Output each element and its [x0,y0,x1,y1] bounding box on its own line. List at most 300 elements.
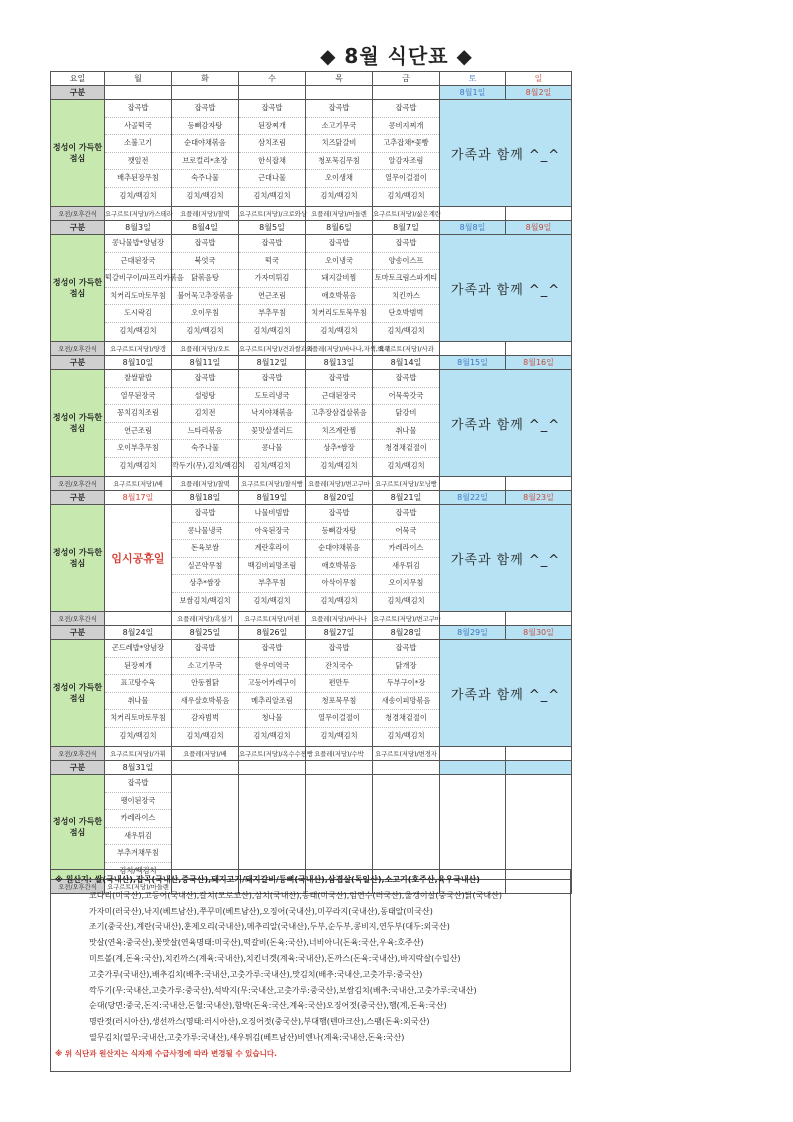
menu-item: 열무된장국 [105,388,171,406]
menu-item: 낙지야채볶음 [239,405,305,423]
snack-cell: 요구르트(저당)/변고구마 [373,612,440,626]
menu-item: 잡곡밥 [306,640,372,658]
lunch-label: 정성이 가득한 점심 [51,370,105,477]
date-cell: 8월21일 [373,491,440,505]
menu-item: 오이생채 [306,170,372,188]
day-header-row [51,72,572,86]
lunch-label: 정성이 가득한 점심 [51,100,105,207]
menu-item: 깻잎전 [105,153,171,171]
snack-cell [506,477,572,491]
origin-line: 조기(중국산),계란(국내산),훈제오리(국내산),메추리알(국내산),두부,순두부,콩비지,연두부(대두:외국산) [89,922,450,932]
date-cell: 8월31일 [105,761,172,775]
date-cell: 8월3일 [105,221,172,235]
menu-item: 오이지무침 [373,575,439,593]
day-menu [306,505,373,612]
menu-item: 김치/백김치 [253,730,291,740]
date-cell: 8월23일 [506,491,572,505]
snack-row [51,207,572,221]
holiday-cell: 임시공휴일 [105,505,172,612]
menu-item: 실곤약무침 [172,558,238,576]
menu-item: 백김비피망조림 [239,558,305,576]
snack-cell [440,477,506,491]
menu-item: 오이냉국 [306,253,372,271]
day-menu [239,505,306,612]
menu-item: 느타리볶음 [172,423,238,441]
date-cell [306,761,373,775]
menu-item: 불어묵고추장볶음 [172,288,238,306]
menu-item: 설렁탕 [172,388,238,406]
lunch-label: 정성이 가득한 점심 [51,235,105,342]
menu-item: 콩비지찌개 [373,118,439,136]
lunch-row [51,235,572,342]
origin-line: 가자미(러국산),낙지(베트남산),쭈꾸미(베트남산),오징어(국내산),미꾸라지(국내산),동태알(미국산) [89,906,433,916]
origin-line: 명란젓(러시아산),생선까스(명태:러시아산),오징어젓(중국산),부대햄(텐마크산),스팸(돈육:외국산) [89,1017,430,1027]
snack-cell: 요구르트(저당)/사과 [373,342,440,356]
week-label: 구분 [51,626,105,640]
menu-item: 잡곡밥 [373,100,439,118]
menu-item: 새우튀김 [105,828,171,846]
date-cell: 8월13일 [306,356,373,370]
menu-item: 애호박볶음 [306,558,372,576]
date-cell: 8월19일 [239,491,306,505]
date-cell [373,761,440,775]
day-menu [172,370,245,477]
menu-item: 새우살호박볶음 [172,693,238,711]
snack-cell [440,207,506,221]
menu-item: 소불고기 [105,135,171,153]
menu-item: 돈육보쌈 [172,540,238,558]
menu-item: 잡곡밥 [172,370,238,388]
snack-row [51,477,572,491]
lunch-label: 정성이 가득한 점심 [51,505,105,612]
date-cell: 8월8일 [440,221,506,235]
menu-item: 김치/백김치 [320,730,358,740]
date-cell: 8월18일 [172,491,239,505]
date-cell: 8월27일 [306,626,373,640]
family-day-cell: 가족과 함께 ^_^ [440,640,572,747]
snack-cell: 요구르트(저당)/크로와상 [239,207,306,221]
snack-cell [440,612,506,626]
page-title: ◆ 8월 식단표 ◆ [320,44,473,68]
date-cell: 8월15일 [440,356,506,370]
menu-item: 치킨까스 [373,288,439,306]
menu-item: 취나물 [373,423,439,441]
snack-cell: 요구르트(저당)/찰식빵 [239,477,306,491]
date-cell [506,761,572,775]
menu-item: 잡곡밥 [239,370,305,388]
menu-item: 한우미역국 [239,658,305,676]
date-cell: 8월16일 [506,356,572,370]
menu-item: 어묵국 [373,523,439,541]
snack-cell: 요구르트(저당)/양갱 [105,342,172,356]
menu-item: 잡곡밥 [306,505,372,523]
menu-item: 김치/백김치 [119,730,157,740]
menu-item: 북엇국 [172,253,238,271]
menu-item: 고등어카레구이 [239,675,305,693]
menu-item: 상추*쌈장 [172,575,238,593]
menu-item: 부추무침 [239,575,305,593]
menu-item: 깍두기(무),김치/백김치 [172,460,245,470]
menu-item: 김치/백김치 [387,595,425,605]
date-cell: 8월17일 [105,491,172,505]
snack-label: 오전/오후간식 [51,612,105,626]
menu-item: 치커리도마토무침 [105,288,171,306]
snack-cell: 요구르트(저당)/모닝빵 [373,477,440,491]
snack-cell: 요플레(저당)/마들렌 [306,207,373,221]
snack-cell: 요플레(저당)/찰떡 [172,477,239,491]
lunch-label: 정성이 가득한 점심 [51,775,105,880]
menu-item: 김치/백김치 [387,325,425,335]
menu-item: 콩나물냉국 [172,523,238,541]
menu-item: 단호박범벅 [373,305,439,323]
lunch-row [51,100,572,207]
snack-cell: 요구르트(저당)/머핀 [239,612,306,626]
date-cell [239,86,306,100]
day-menu [105,100,172,207]
menu-item: 토마토크림스파게티 [373,270,439,288]
menu-item: 근대나물 [239,170,305,188]
snack-label: 오전/오후간식 [51,477,105,491]
menu-item: 표고탕수육 [105,675,171,693]
snack-cell [440,342,506,356]
menu-item: 고추장삼겹살볶음 [306,405,372,423]
menu-item: 잡곡밥 [239,640,305,658]
lunch-row [51,505,572,612]
snack-cell [506,612,572,626]
snack-cell [506,747,572,761]
snack-cell: 요플레(저당)/흑설기 [172,612,239,626]
menu-item: 김치/백김치 [119,325,157,335]
menu-item: 김치/백김치 [253,325,291,335]
date-cell: 8월30일 [506,626,572,640]
snack-label: 오전/오후간식 [51,207,105,221]
menu-item: 치커리토마토무침 [105,710,171,728]
snack-cell: 요플레(저당)/찰떡 [172,207,239,221]
snack-cell: 요플레(저당)/수박 [306,747,373,761]
day-name: 일 [506,72,572,86]
snack-cell: 요구르트(저당)/옥수수찐빵 [239,747,306,761]
family-day-cell: 가족과 함께 ^_^ [440,235,572,342]
menu-item: 잡곡밥 [306,370,372,388]
day-header-label: 요일 [51,72,105,86]
menu-item: 도토리냉국 [239,388,305,406]
menu-item: 소고기무국 [172,658,238,676]
week-label: 구분 [51,491,105,505]
menu-item: 한식잡채 [239,153,305,171]
menu-item: 나물비빔밥 [239,505,305,523]
day-menu [373,100,440,207]
menu-item: 김치/백김치 [186,190,224,200]
day-menu [306,775,373,880]
origin-line: 고춧가루(국내산),배추김치(배추:국내산,고춧가루:국내산),맛김치(배추:국내산,고춧가루:중국산) [89,969,423,979]
menu-item: 된장찌개 [239,118,305,136]
week-label: 구분 [51,221,105,235]
day-menu [373,640,440,747]
menu-item: 김치/백김치 [119,190,157,200]
date-cell: 8월6일 [306,221,373,235]
menu-item: 닭볶음탕 [172,270,238,288]
menu-item: 숙주나물 [172,440,238,458]
week-label: 구분 [51,761,105,775]
menu-item: 연근조림 [105,423,171,441]
menu-item: 새송이피망볶음 [373,693,439,711]
menu-item: 부추겨채무침 [105,845,171,863]
menu-item: 연근조림 [239,288,305,306]
menu-item: 어묵쑥갓국 [373,388,439,406]
menu-item: 소고기무국 [306,118,372,136]
menu-item: 닭개장 [373,658,439,676]
snack-cell: 요플레(저당)/오트 [172,342,239,356]
date-cell: 8월20일 [306,491,373,505]
menu-item: 김치/백김치 [253,460,291,470]
menu-item: 배추된장무침 [105,170,171,188]
snack-cell [105,612,172,626]
snack-cell: 요구르트(저당)/마들렌 [105,880,172,894]
week-label: 구분 [51,356,105,370]
menu-item: 청포묵김무침 [306,153,372,171]
day-menu [306,235,373,342]
snack-row [51,342,572,356]
snack-cell [506,207,572,221]
snack-cell: 요플레(저당)/변고구마 [306,477,373,491]
menu-item: 김치/백김치 [119,865,157,875]
menu-item: 잡곡밥 [239,235,305,253]
menu-item: 김치/백김치 [320,325,358,335]
day-menu [306,370,373,477]
family-day-cell: 가족과 함께 ^_^ [440,370,572,477]
menu-item: 오이무침 [172,305,238,323]
day-menu [172,775,239,880]
menu-item: 김치/백김치 [387,460,425,470]
snack-cell: 요구르트(저당)/가휘 [105,747,172,761]
date-cell: 8월11일 [172,356,239,370]
menu-item: 김치/백김치 [253,190,291,200]
meal-plan-table [50,71,572,894]
snack-label: 오전/오후간식 [51,747,105,761]
menu-item: 김치/백김치 [119,460,157,470]
menu-item: 잔치국수 [306,658,372,676]
menu-item: 양송이스프 [373,253,439,271]
menu-item: 김치전 [172,405,238,423]
menu-item: 부추무침 [239,305,305,323]
menu-item: 순대야채볶음 [172,135,238,153]
date-cell: 8월10일 [105,356,172,370]
lunch-row [51,370,572,477]
snack-cell: 요구르트(저당)/카스테라 [105,207,172,221]
date-cell [306,86,373,100]
menu-item: 청포묵무침 [306,693,372,711]
day-name: 금 [373,72,440,86]
menu-item: 꽁치김치조림 [105,405,171,423]
menu-item: 편만두 [306,675,372,693]
menu-item: 잡곡밥 [306,235,372,253]
date-cell: 8월29일 [440,626,506,640]
menu-item: 가자미튀김 [239,270,305,288]
date-cell: 8월22일 [440,491,506,505]
snack-row [51,612,572,626]
menu-item: 잡곡밥 [373,505,439,523]
date-cell: 8월7일 [373,221,440,235]
menu-item: 잡곡밥 [172,505,238,523]
menu-item: 숙주나물 [172,170,238,188]
week-date-row [51,356,572,370]
day-menu [239,235,306,342]
day-name: 토 [440,72,506,86]
date-cell: 8월12일 [239,356,306,370]
menu-item: 오이부추무침 [105,440,171,458]
snack-cell: 요구르트(저당)/견과쌀과자 [239,342,306,356]
menu-item: 잡곡밥 [306,100,372,118]
origin-line: 맛살(연육:중국산),꽃맛살(연육명태:미국산),떡갈비(돈육:국산),너비아니(돈육:국산,우육:호주산) [89,938,424,948]
menu-item: 김치/백김치 [186,325,224,335]
menu-item: 아삭이무침 [306,575,372,593]
menu-item: 보쌈김치/백김치 [179,595,231,605]
date-cell: 8월1일 [440,86,506,100]
family-day-cell: 가족과 함께 ^_^ [440,100,572,207]
menu-item: 삼치조림 [239,135,305,153]
menu-item: 콩나물밥*양념장 [105,235,171,253]
date-cell: 8월9일 [506,221,572,235]
day-menu [105,370,172,477]
menu-item: 된장찌개 [105,658,171,676]
day-menu [105,235,184,342]
day-menu [172,100,239,207]
lunch-row [51,775,572,880]
menu-item: 꽃맛살샐러드 [239,423,305,441]
origin-line: 미트볼(계,돈육:국산),치킨까스(계육:국내산),치킨너겟(계육:국내산),돈까스(돈육:국내산),바지락살(수입산) [89,953,461,963]
date-cell: 8월28일 [373,626,440,640]
week-date-row [51,491,572,505]
day-menu [172,505,239,612]
menu-item: 카레라이스 [373,540,439,558]
snack-cell: 요플레(저당)/바나나 [306,612,373,626]
menu-item: 브로컬리*초장 [172,153,238,171]
menu-item: 치즈계란찜 [306,423,372,441]
menu-item: 김치/백김치 [320,460,358,470]
menu-item: 김치/백김치 [387,190,425,200]
menu-item: 고추잡채*꽃빵 [373,135,439,153]
week-date-row [51,221,572,235]
menu-item: 잡곡밥 [172,100,238,118]
menu-item: 순대야채볶음 [306,540,372,558]
menu-item: 열무이걸절이 [373,170,439,188]
origin-line: 열무김치(열무:국내산,고춧가루:국내산),새우튀김(베트남산)비엔나(계육:국내산,돈육:국산) [89,1032,405,1042]
menu-item: 김치/백김치 [320,595,358,605]
menu-item: 카레라이스 [105,810,171,828]
date-cell: 8월4일 [172,221,239,235]
snack-cell: 요구르트(저당)/삶은계란 [373,207,440,221]
day-menu [239,100,306,207]
date-cell: 8월14일 [373,356,440,370]
menu-item: 김치/백김치 [253,595,291,605]
date-cell: 8월2일 [506,86,572,100]
menu-item: 잡곡밥 [373,370,439,388]
menu-item: 김치/백김치 [387,730,425,740]
menu-item: 김치/백김치 [186,730,224,740]
menu-item: 치커리도토묵무침 [306,305,372,323]
menu-item: 잡곡밥 [373,640,439,658]
week-date-row [51,626,572,640]
snack-label: 오전/오후간식 [51,880,105,894]
change-notice: ※ 위 식단과 원산지는 식자재 수급사정에 따라 변경될 수 있습니다. [55,1048,278,1058]
day-menu [373,505,440,612]
date-cell: 8월5일 [239,221,306,235]
menu-item: 잡곡밥 [373,235,439,253]
menu-item: 알감자조림 [373,153,439,171]
menu-item: 아욱된장국 [239,523,305,541]
date-cell [105,86,172,100]
date-cell [172,86,239,100]
menu-item: 청나물 [239,710,305,728]
date-cell [239,761,306,775]
menu-item: 닭강비 [373,405,439,423]
menu-item: 취나물 [105,693,171,711]
menu-item: 돼지갈비찜 [306,270,372,288]
menu-item: 근대된장국 [105,253,171,271]
origin-line: 순대(당면:중국,돈지:국내산,돈혈:국내산),함박(돈육:국산,계육:국산)오징어젓(중국산),햄(계,돈육:국산) [89,1001,447,1011]
menu-item: 청경채겉절이 [373,440,439,458]
family-day-cell: 가족과 함께 ^_^ [440,505,572,612]
origin-notice [50,869,571,1072]
menu-item: 콩나물 [239,440,305,458]
week-label: 구분 [51,86,105,100]
snack-label: 오전/오후간식 [51,342,105,356]
week-date-row [51,761,572,775]
day-menu [105,640,172,747]
menu-item: 계란후라이 [239,540,305,558]
snack-row [51,747,572,761]
menu-item: 근대된장국 [306,388,372,406]
menu-item: 청경채겉절이 [373,710,439,728]
date-cell: 8월25일 [172,626,239,640]
menu-item: 열무이걸절이 [306,710,372,728]
day-name: 수 [239,72,306,86]
menu-item: 팽이된장국 [105,793,171,811]
menu-item: 감자범벅 [172,710,238,728]
lunch-row [51,640,572,747]
day-name: 목 [306,72,373,86]
menu-item: 도시락김 [105,305,171,323]
empty-cell [440,775,506,880]
day-name: 화 [172,72,239,86]
menu-item: 잡곡밥 [239,100,305,118]
menu-item: 등뼈감자탕 [172,118,238,136]
menu-item: 떡국 [239,253,305,271]
menu-item: 잡곡밥 [172,235,238,253]
menu-item: 등뼈감자탕 [306,523,372,541]
date-cell [440,761,506,775]
menu-item: 치즈닭갈비 [306,135,372,153]
menu-item: 잡곡밥 [105,775,171,793]
origin-line: 코다리(미국산),고등어(국내산),갈치(모로코산),삼치(국내산),동태(미국산),임연수(러국산),울갱이살(중국산)닭(국내산) [89,890,502,900]
day-menu [306,640,373,747]
day-menu [172,640,239,747]
day-menu [239,640,306,747]
menu-item: 두부구이*장 [373,675,439,693]
origin-line: 깍두기(무:국내산,고춧가루:중국산),석박지(무:국내산,고춧가루:중국산),보쌈김치(배추:국내산,고춧가루:국내산) [89,985,477,995]
menu-item: 메추리알조림 [239,693,305,711]
menu-item: 새우튀김 [373,558,439,576]
menu-item: 상추*쌈장 [306,440,372,458]
menu-item: 떡갈비구이/파프리카볶음 [105,270,171,288]
menu-item: 사골떡국 [105,118,171,136]
day-name: 월 [105,72,172,86]
day-menu [172,235,239,342]
menu-item: 잡곡밥 [105,100,171,118]
date-cell: 8월26일 [239,626,306,640]
day-menu [373,775,440,880]
menu-item: 애호박볶음 [306,288,372,306]
